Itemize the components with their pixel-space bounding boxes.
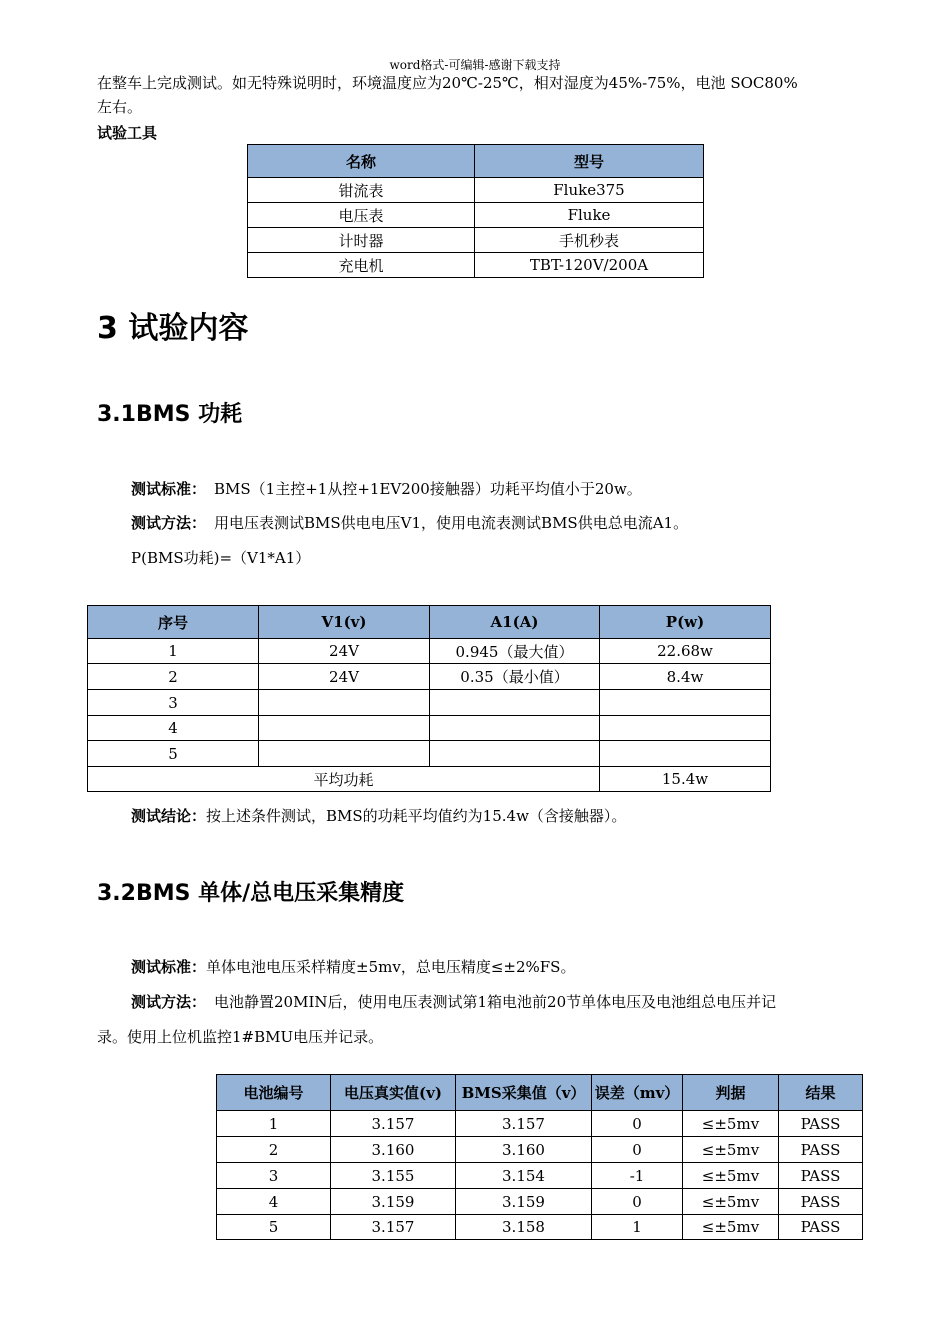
table-cell: ≤±5mv [683,1215,779,1240]
table-cell: PASS [779,1163,863,1189]
table-cell: Fluke [475,203,704,228]
tools-header-name: 名称 [248,145,475,178]
table-cell: 2 [217,1137,331,1163]
table-row [248,228,704,253]
table-cell [430,690,600,716]
s31-standard-text: BMS（1主控+1从控+1EV200接触器）功耗平均值小于20w。 [214,480,642,498]
table-cell: -1 [592,1163,683,1189]
table-row [217,1111,863,1137]
table-cell: 0.945（最大值） [430,639,600,664]
table-cell: 0 [592,1111,683,1137]
intro-line-2: 左右。 [97,98,143,116]
table-cell: 22.68w [600,639,771,664]
power-table [87,605,771,792]
table-cell: PASS [779,1137,863,1163]
s32-method-text-1: 电池静置20MIN后，使用电压表测试第1箱电池前20节单体电压及电池组总电压并记 [214,993,777,1011]
table-cell: 3 [88,690,259,716]
table-cell: PASS [779,1189,863,1215]
s31-standard [131,478,642,500]
s31-formula: P(BMS功耗)=（V1*A1） [131,549,311,567]
tools-header-model: 型号 [475,145,704,178]
header-note: word格式-可编辑-感谢下载支持 [389,58,561,72]
power-header-index: 序号 [88,606,259,639]
tools-label: 试验工具 [97,124,158,142]
table-cell: PASS [779,1111,863,1137]
table-cell: 3.154 [456,1163,592,1189]
table-cell: 4 [217,1189,331,1215]
tools-table [247,144,704,278]
s32-method [131,991,776,1013]
table-cell [600,741,771,767]
voltage-header-true: 电压真实值(v) [331,1075,456,1111]
table-cell: 3.157 [331,1215,456,1240]
table-cell [259,741,430,767]
power-header-p: P(w) [600,606,771,639]
table-row [88,741,771,767]
voltage-header-bms: BMS采集值（v） [456,1075,592,1111]
table-cell: 4 [88,716,259,741]
table-cell: 0 [592,1137,683,1163]
table-row [217,1137,863,1163]
voltage-header-result: 结果 [779,1075,863,1111]
section-3-1-title: 3.1BMS 功耗 [97,402,243,427]
table-cell: 充电机 [248,253,475,278]
table-cell: 3.160 [331,1137,456,1163]
table-cell: Fluke375 [475,178,704,203]
table-cell: ≤±5mv [683,1163,779,1189]
table-cell: 3 [217,1163,331,1189]
table-row [88,716,771,741]
s32-standard-text: 单体电池电压采样精度±5mv，总电压精度≤±2%FS。 [206,958,576,976]
table-cell: PASS [779,1215,863,1240]
table-cell: 电压表 [248,203,475,228]
table-cell: 5 [217,1215,331,1240]
power-header-a1: A1(A) [430,606,600,639]
s31-method [131,512,688,534]
table-cell: 24V [259,639,430,664]
table-cell: 0.35（最小值） [430,664,600,690]
table-cell [430,741,600,767]
s32-standard [131,956,575,978]
section-3-title: 3 试验内容 [97,311,249,346]
table-cell: 24V [259,664,430,690]
avg-power-value: 15.4w [600,767,771,792]
table-cell: 3.158 [456,1215,592,1240]
table-row [88,639,771,664]
s31-conclusion [131,805,626,827]
table-row [88,767,771,792]
table-cell: ≤±5mv [683,1189,779,1215]
intro-line-1: 在整车上完成测试。如无特殊说明时，环境温度应为20℃-25℃，相对湿度为45%-75%，电池 SOC80% [97,74,798,92]
voltage-header-criterion: 判据 [683,1075,779,1111]
table-cell: ≤±5mv [683,1111,779,1137]
table-cell: 1 [88,639,259,664]
table-cell: 计时器 [248,228,475,253]
table-row [248,178,704,203]
table-cell: 3.155 [331,1163,456,1189]
table-row [248,203,704,228]
voltage-header-id: 电池编号 [217,1075,331,1111]
s32-standard-label: 测试标准： [131,958,207,976]
table-cell [430,716,600,741]
s32-method-label: 测试方法： [131,993,207,1011]
table-cell: 0 [592,1189,683,1215]
table-cell [600,716,771,741]
table-row [217,1189,863,1215]
table-cell: 5 [88,741,259,767]
voltage-table [216,1074,863,1240]
table-cell: 1 [592,1215,683,1240]
avg-power-label: 平均功耗 [88,767,600,792]
section-3-2-title: 3.2BMS 单体/总电压采集精度 [97,881,405,906]
table-row [217,1215,863,1240]
table-cell: TBT-120V/200A [475,253,704,278]
table-cell: 3.159 [331,1189,456,1215]
table-cell: 钳流表 [248,178,475,203]
table-row [248,253,704,278]
table-cell: 8.4w [600,664,771,690]
table-cell [259,716,430,741]
table-cell [259,690,430,716]
table-cell: 1 [217,1111,331,1137]
s32-method-text-2: 录。使用上位机监控1#BMU电压并记录。 [97,1028,384,1046]
table-cell [600,690,771,716]
table-row [88,690,771,716]
table-cell: 手机秒表 [475,228,704,253]
table-cell: 3.157 [456,1111,592,1137]
table-row [88,664,771,690]
voltage-header-error: 误差（mv） [592,1075,683,1111]
s31-conclusion-text: 按上述条件测试，BMS的功耗平均值约为15.4w（含接触器）。 [206,807,627,825]
table-cell: 2 [88,664,259,690]
power-header-v1: V1(v) [259,606,430,639]
s31-standard-label: 测试标准： [131,480,207,498]
table-cell: ≤±5mv [683,1137,779,1163]
table-cell: 3.157 [331,1111,456,1137]
table-row [217,1163,863,1189]
s31-conclusion-label: 测试结论： [131,807,207,825]
s31-method-label: 测试方法： [131,514,207,532]
table-cell: 3.160 [456,1137,592,1163]
table-cell: 3.159 [456,1189,592,1215]
s31-method-text: 用电压表测试BMS供电电压V1，使用电流表测试BMS供电总电流A1。 [214,514,689,532]
